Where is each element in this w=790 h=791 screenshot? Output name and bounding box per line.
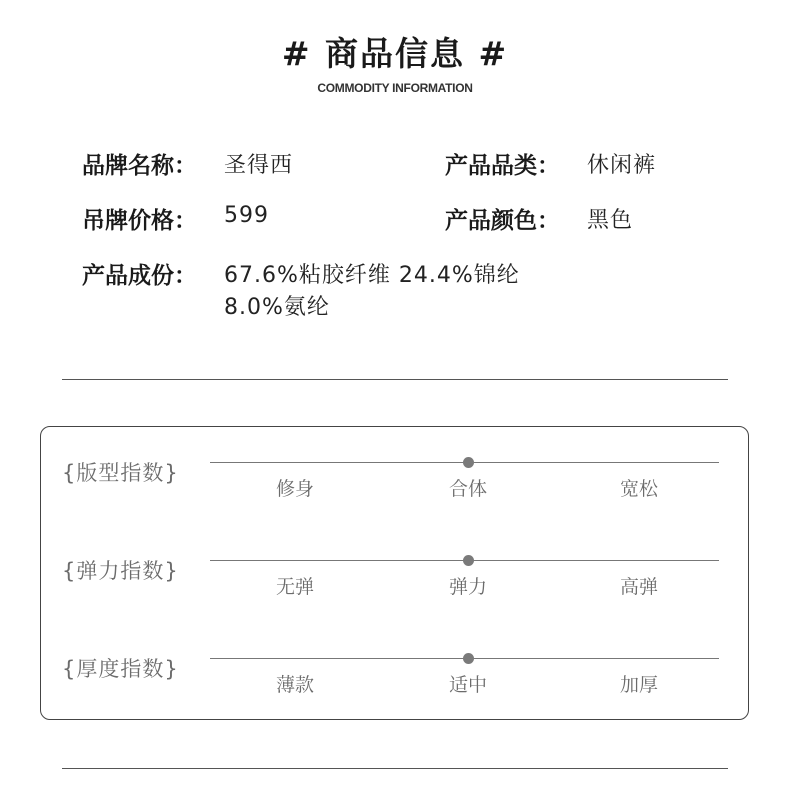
thickness-index-marker [463,653,474,664]
composition-line-1: 67.6%粘胶纤维 24.4%锦纶 [224,263,520,288]
elasticity-option-high: 高弹 [619,576,658,598]
category-value: 休闲裤 [587,153,657,178]
divider-bottom [62,768,728,769]
thickness-option-thin: 薄款 [275,674,314,696]
category-label: 产品品类： [445,153,560,179]
color-label: 产品颜色： [445,208,560,234]
thickness-index-label: {厚度指数} [62,657,179,681]
brand-value: 圣得西 [224,153,294,178]
thickness-option-medium: 适中 [448,674,487,696]
composition-label: 产品成份： [82,263,197,289]
page-subtitle: COMMODITY INFORMATION [317,81,473,95]
divider-top [62,379,728,380]
elasticity-option-none: 无弹 [275,576,314,598]
price-value: 599 [224,203,269,228]
fit-index-marker [463,457,474,468]
fit-index-label: {版型指数} [62,461,179,485]
page-title: # 商品信息 # [281,34,509,73]
elasticity-index-label: {弹力指数} [62,559,179,583]
fit-option-regular: 合体 [448,478,487,500]
composition-line-2: 8.0%氨纶 [224,295,330,320]
brand-label: 品牌名称： [82,153,197,179]
elasticity-option-stretch: 弹力 [448,576,487,598]
price-label: 吊牌价格： [82,208,197,234]
thickness-option-thick: 加厚 [619,674,658,696]
fit-option-loose: 宽松 [619,478,658,500]
fit-option-slim: 修身 [275,478,314,500]
elasticity-index-marker [463,555,474,566]
color-value: 黑色 [587,208,634,233]
